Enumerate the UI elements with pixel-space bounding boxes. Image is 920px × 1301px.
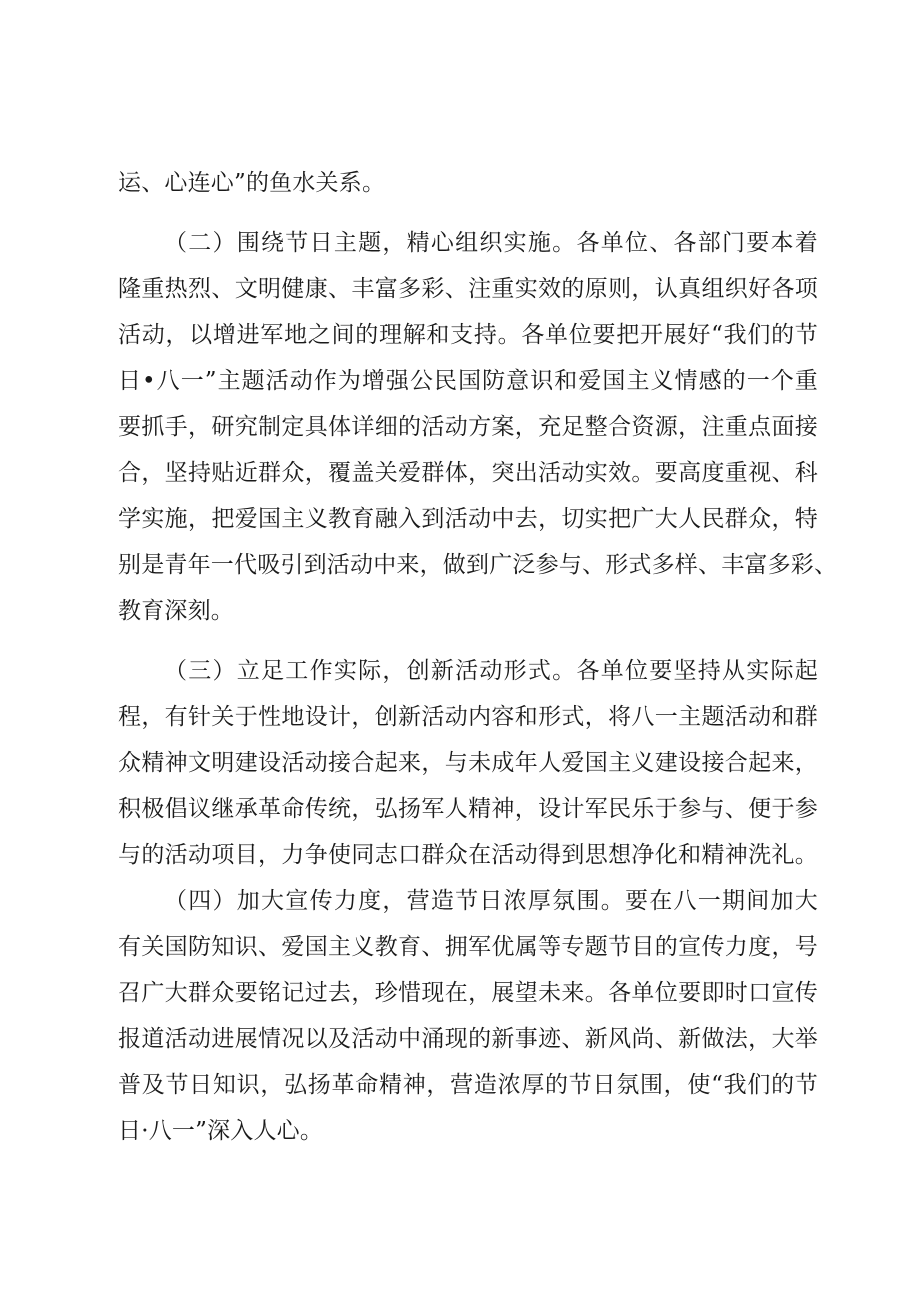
text-line: 与的活动项目，力争使同志口群众在活动得到思想净化和精神洗礼。 [118,842,818,868]
text-line: 众精神文明建设活动接合起来，与未成年人爱国主义建设接合起来， [118,750,818,776]
text-line: 隆重热烈、文明健康、丰富多彩、注重实效的原则，认真组织好各项 [118,276,818,302]
text-line: （二）围绕节日主题，精心组织实施。各单位、各部门要本着 [164,230,818,256]
document-body [118,160,838,1154]
text-line: 日•八一”主题活动作为增强公民国防意识和爱国主义情感的一个重 [118,368,818,394]
text-line: 合，坚持贴近群众，覆盖关爱群体，突出活动实效。要高度重视、科 [118,460,818,486]
paragraph-continuation [118,160,818,206]
text-line: （四）加大宣传力度，营造节日浓厚氛围。要在八一期间加大 [164,888,818,914]
paragraph-section-3 [118,648,818,878]
text-line: 程，有针关于性地设计，创新活动内容和形式，将八一主题活动和群 [118,704,818,730]
text-line: 积极倡议继承革命传统，弘扬军人精神，设计军民乐于参与、便于参 [118,796,818,822]
text-line: 运、心连心”的鱼水关系。 [118,170,386,196]
text-line: 教育深刻。 [118,598,234,624]
text-line: 日·八一”深入人心。 [118,1118,324,1144]
text-line: 有关国防知识、爱国主义教育、拥军优属等专题节目的宣传力度，号 [118,934,818,960]
text-line: （三）立足工作实际，创新活动形式。各单位要坚持从实际起 [164,658,818,684]
text-line: 学实施，把爱国主义教育融入到活动中去，切实把广大人民群众，特 [118,506,818,532]
paragraph-section-2 [118,220,838,634]
text-line: 活动，以增进军地之间的理解和支持。各单位要把开展好“我们的节 [118,322,818,348]
text-line: 普及节日知识，弘扬革命精神，营造浓厚的节日氛围，使“我们的节 [118,1072,818,1098]
text-line: 报道活动进展情况以及活动中涌现的新事迹、新风尚、新做法，大举 [118,1026,818,1052]
paragraph-section-4 [118,878,818,1154]
text-line: 要抓手，研究制定具体详细的活动方案，充足整合资源，注重点面接 [118,414,818,440]
text-line: 别是青年一代吸引到活动中来，做到广泛参与、形式多样、丰富多彩、 [118,552,838,578]
text-line: 召广大群众要铭记过去，珍惜现在，展望未来。各单位要即时口宣传 [118,980,818,1006]
